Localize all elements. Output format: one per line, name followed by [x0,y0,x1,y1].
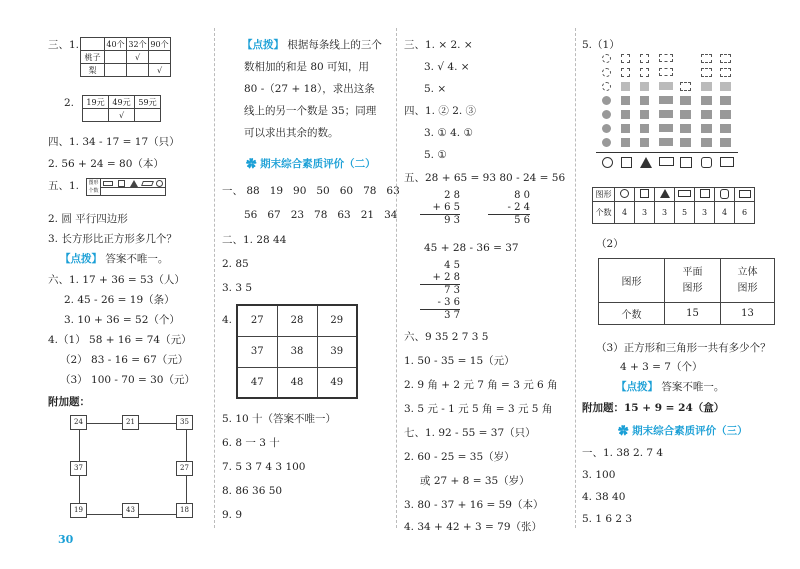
calc-line: 5 6 [488,214,530,227]
section-title-3: ✿ 期末综合素质评价（三） [618,425,748,437]
q3-3: 3. √ 4. × [424,61,470,73]
shape-row [602,124,732,133]
puzzle-box: 35 [176,415,193,430]
q2-9: 9. 9 [222,509,243,521]
grid-cell: 39 [317,336,357,367]
grid-cell: 27 [237,305,277,336]
mark-cell: √ [149,64,171,77]
q7-2b: 或 27 + 8 = 35（岁） [420,475,530,487]
column-3 [400,0,572,569]
count-cell: 3 [635,202,655,224]
row-label: 个数 [88,188,99,194]
q7-3: 3. 80 - 37 + 16 = 59（本） [404,499,544,511]
tip-line-4: 线上的另一个数是 35；同理 [244,105,377,117]
mark-cell [105,64,127,77]
calc-line: 8 0 [514,190,530,201]
mark-cell [149,51,171,64]
column-2 [218,0,400,569]
count-cell: 4 [715,202,735,224]
value-cell: 15 [665,303,721,325]
q5-2: 2. 圆 平行四边形 [48,213,128,225]
q2-8: 8. 86 36 50 [222,485,283,497]
column-divider [214,28,215,528]
fruit-table [80,37,171,77]
grid-cell: 38 [277,336,317,367]
circle-icon [156,180,163,187]
q2-1: 二、1. 28 44 [222,234,287,246]
puzzle-box: 37 [70,461,87,476]
q2-5: 5. 10 十（答案不唯一） [222,413,337,425]
shape-row [602,110,732,119]
extra-answer: 附加题：15 + 9 = 24（盒） [582,402,725,414]
q5-2-label: （2） [596,238,624,250]
q6-2: 2. 45 - 26 = 19（条） [64,294,175,306]
circle-icon [602,157,613,168]
q5-1-label: 5.（1） [582,39,620,51]
q5-3: （3）正方形和三角形一共有多少个？ [596,342,771,354]
row-name: 梨 [81,64,105,77]
mark-cell: √ [109,109,135,122]
triangle-icon [660,189,670,198]
q3-2-label: 2. [64,97,75,109]
type-table [598,258,775,325]
cube-icon [700,189,710,198]
flower-icon: ✿ [246,158,261,170]
mark-cell [127,64,149,77]
calc-line: 9 3 [420,214,460,227]
row-label: 个数 [593,202,615,224]
shape-legend-row [602,157,732,166]
header-cell: 90个 [150,39,169,49]
tip-text: 根据每条线上的三个 [287,39,382,51]
page-number: 30 [58,533,74,546]
q2-4-label: 4. [222,314,233,326]
q3-1: 三、1. × 2. × [404,39,473,51]
cylinder-icon [701,157,712,168]
number-grid [236,304,358,399]
calc-line: 3 7 [420,309,460,322]
count-cell: 3 [655,202,675,224]
q4: 4. 38 40 [582,491,626,503]
tip-text: 答案不唯一。 [661,381,725,393]
puzzle-box: 18 [176,503,193,518]
q6-4a: 4.（1） 58 + 16 = 74（元） [48,334,192,346]
calc-line: 7 3 [420,284,460,297]
calc-line: - 3 6 [437,297,460,308]
extra-label: 附加题： [48,396,90,408]
q2-6: 6. 8 一 3 十 [222,437,280,449]
mark-cell [105,51,127,64]
shape-count-table [592,187,755,224]
tip-label: 【点拨】 [616,381,658,393]
header-cell: 平面 图形 [665,259,721,303]
q4-2: 2. 56 + 24 = 80（本） [48,158,164,170]
q6-1: 六、1. 17 + 36 = 53（人） [48,274,185,286]
vertical-calc-2 [488,190,530,227]
q7-4: 4. 34 + 42 + 3 = 79（张） [404,521,543,533]
count-cell: 4 [615,202,635,224]
puzzle-box: 24 [70,415,87,430]
cylinder-icon [720,189,729,199]
q6-1: 1. 50 - 35 = 15（元） [404,355,515,367]
header-cell: 40个 [106,39,125,49]
shape-count-table [86,178,166,196]
mark-cell: √ [127,51,149,64]
q6-3: 3. 5 元 - 1 元 5 角 = 3 元 5 角 [404,403,553,415]
q1-row-1: 一、 88 19 90 50 60 78 63 [222,185,400,197]
q1-row-2: 56 67 23 78 63 21 34 [244,209,398,221]
vertical-calc-3 [420,260,460,322]
row-label: 图形 [593,188,615,202]
q5-1-label: 五、1. [48,180,80,192]
q7-2: 2. 60 - 25 = 35（岁） [404,451,515,463]
grid-cell: 49 [317,367,357,398]
square-icon [621,157,632,168]
value-cell: 13 [721,303,775,325]
count-cell: 5 [675,202,695,224]
q4-1: 四、1. 34 - 17 = 17（只） [48,136,180,148]
rectangle-icon [678,190,691,197]
column-4 [578,0,800,569]
column-divider [396,28,397,528]
section-title-2: ✿ 期末综合素质评价（二） [246,158,376,170]
q5-eq: 五、28 + 65 = 93 80 - 24 = 56 [404,172,566,184]
q6: 六、9 35 2 7 3 5 [404,331,489,343]
tip-line-5: 可以求出其余的数。 [244,127,339,139]
q5-3: 3. 长方形比正方形多几个？ [48,233,177,245]
row-label: 个数 [599,303,665,325]
puzzle-box: 19 [70,503,87,518]
shape-row [602,54,732,63]
shape-row [602,82,732,91]
price-cell: 19元 [83,96,109,109]
shape-row [602,96,732,105]
parallelogram-icon [141,181,154,186]
vertical-calc-1 [420,190,460,227]
q2-7: 7. 5 3 7 4 3 100 [222,461,306,473]
q2-2: 2. 85 [222,258,249,270]
grid-cell: 47 [237,367,277,398]
q5-3-eq: 4 + 3 = 7（个） [620,361,703,373]
mark-cell [83,109,109,122]
q6-3: 3. 10 + 36 = 52（个） [64,314,180,326]
column-1 [0,0,210,569]
header-cell: 图形 [599,259,665,303]
grid-cell: 29 [317,305,357,336]
square-icon [640,189,649,198]
calc-line: - 2 4 [507,202,530,213]
q7-1: 七、1. 92 - 55 = 37（只） [404,427,536,439]
q5: 5. 1 6 2 3 [582,513,633,525]
rectangle-icon [659,157,674,166]
count-cell: 6 [735,202,755,224]
grid-cell: 37 [237,336,277,367]
q3: 3. 100 [582,469,616,481]
tip-line-2: 数相加的和是 80 可知，用 [244,61,370,73]
calc-line: 2 8 [444,190,460,201]
q2-3: 3. 3 5 [222,282,253,294]
q1: 一、1. 38 2. 7 4 [582,447,664,459]
q3-label: 三、1. [48,39,80,51]
tip-line-3: 80 -（27 + 18），求出这条 [244,83,375,95]
q6-2: 2. 9 角 + 2 元 7 角 = 3 元 6 角 [404,379,558,391]
q4-5: 5. ① [424,149,447,161]
q5-eq2: 45 + 28 - 36 = 37 [424,242,519,254]
tip-label: 【点拨】 [60,253,102,265]
price-cell: 59元 [135,96,161,109]
tip-text: 答案不唯一。 [105,253,169,265]
q6-4b: （2） 83 - 16 = 67（元） [60,354,189,366]
tip-row [60,252,168,266]
shape-row [602,138,732,147]
shape-row [602,68,732,77]
q4-3: 3. ① 4. ① [424,127,473,139]
flower-icon: ✿ [618,425,633,437]
square-icon [118,180,125,187]
cube-icon [680,157,692,168]
rectangle-icon [103,181,113,186]
tip-row [616,380,724,394]
price-table [82,95,161,122]
count-cell: 3 [695,202,715,224]
row-label: 图形 [88,180,99,186]
q3-5: 5. × [424,83,447,95]
puzzle-box: 27 [176,461,193,476]
row-name: 桃子 [81,51,105,64]
header-cell: 32个 [128,39,147,49]
triangle-icon [640,157,652,168]
cuboid-icon [720,157,734,167]
circle-icon [620,189,629,198]
grid-cell: 48 [277,367,317,398]
column-divider [575,28,576,528]
tip-line-1 [242,38,382,52]
puzzle-box: 43 [122,503,139,518]
calc-line: + 2 8 [432,272,460,283]
tip-label: 【点拨】 [242,39,284,51]
calc-line: + 6 5 [432,202,460,213]
grid-cell: 28 [277,305,317,336]
mark-cell [135,109,161,122]
triangle-icon [130,180,138,187]
header-cell: 立体 图形 [721,259,775,303]
q6-4c: （3） 100 - 70 = 30（元） [60,374,195,386]
calc-line: 4 5 [444,260,460,271]
extra-puzzle [70,415,195,520]
shape-picture-chart [596,54,741,174]
q4-1: 四、1. ② 2. ③ [404,105,477,117]
cuboid-icon [739,190,751,198]
puzzle-box: 21 [122,415,139,430]
price-cell: 49元 [109,96,135,109]
